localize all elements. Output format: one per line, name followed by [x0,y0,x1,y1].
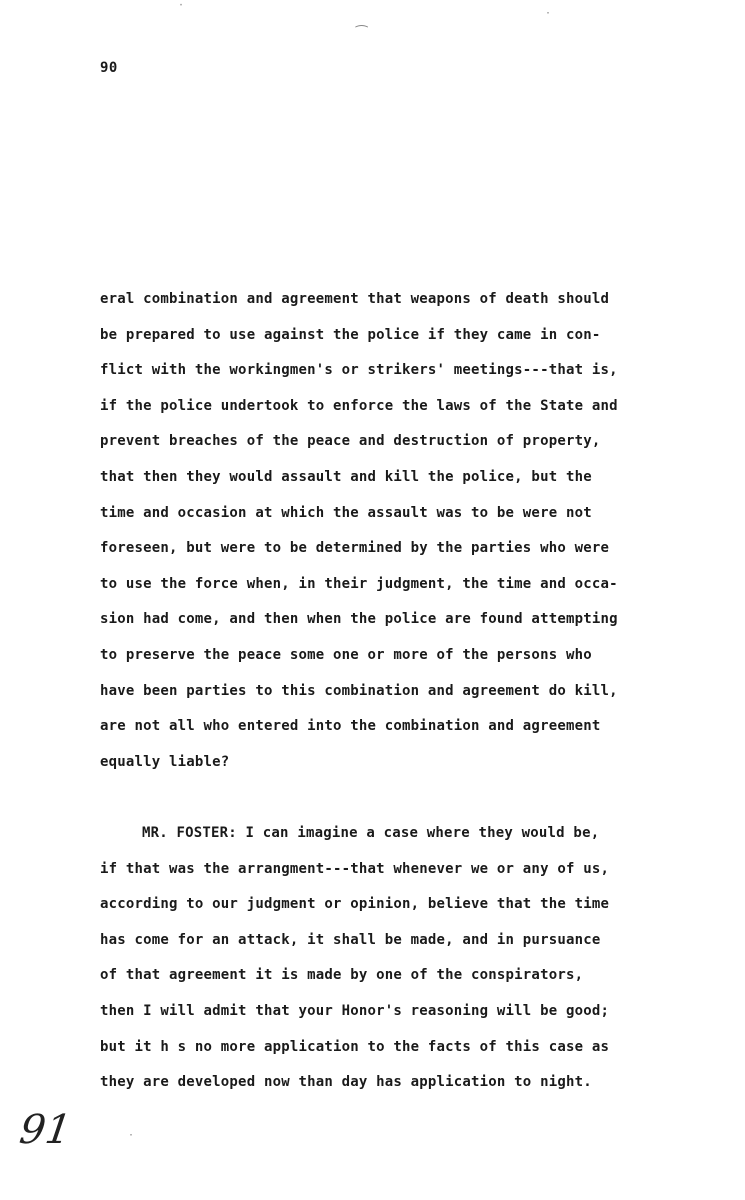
text-line: time and occasion at which the assault was to be were not [100,504,592,521]
handwritten-page-number: 91 [16,1107,75,1153]
text-line: that then they would assault and kill the police, but the [100,468,592,485]
scan-speck: · [545,8,552,19]
text-line: they are developed now than day has application to night. [100,1074,592,1091]
text-line: sion had come, and then when the police are found attempting [100,611,618,628]
text-line: to preserve the peace some one or more of the persons who [100,646,592,663]
text-line: according to our judgment or opinion, believe that the time [100,896,610,913]
text-line: foreseen, but were to be determined by the parties who were [100,540,610,557]
text-line: has come for an attack, it shall be made, and in pursuance [100,931,601,948]
text-line: are not all who entered into the combination and agreement [100,718,601,735]
scan-speck: · [128,1130,135,1141]
text-line: but it h s no more application to the facts of this case as [100,1038,610,1055]
text-line: be prepared to use against the police if they came in con- [100,326,601,343]
text-line: flict with the workingmen's or strikers' meetings---that is, [100,362,618,379]
page-number: 90 [100,60,118,76]
text-line: to use the force when, in their judgment, the time and occa- [100,575,618,592]
text-line: then I will admit that your Honor's reasoning will be good; [100,1002,610,1019]
text-line: have been parties to this combination and agreement do kill, [100,682,618,699]
speaker-line: MR. FOSTER: I can imagine a case where they would be, [142,825,600,841]
paragraph-judge-question [100,282,680,780]
text-line: eral combination and agreement that weapons of death should [100,291,610,307]
text-line: if the police undertook to enforce the laws of the State and [100,397,618,414]
text-line: prevent breaches of the peace and destruction of property, [100,433,601,450]
text-line: of that agreement it is made by one of the conspirators, [100,967,584,984]
text-line: equally liable? [100,753,230,770]
scan-speck: ⋅ [178,0,185,11]
scan-mark: ⁔ [356,12,368,28]
paragraph-foster-response [100,816,680,1101]
text-line: if that was the arrangment---that whenever we or any of us, [100,860,610,877]
